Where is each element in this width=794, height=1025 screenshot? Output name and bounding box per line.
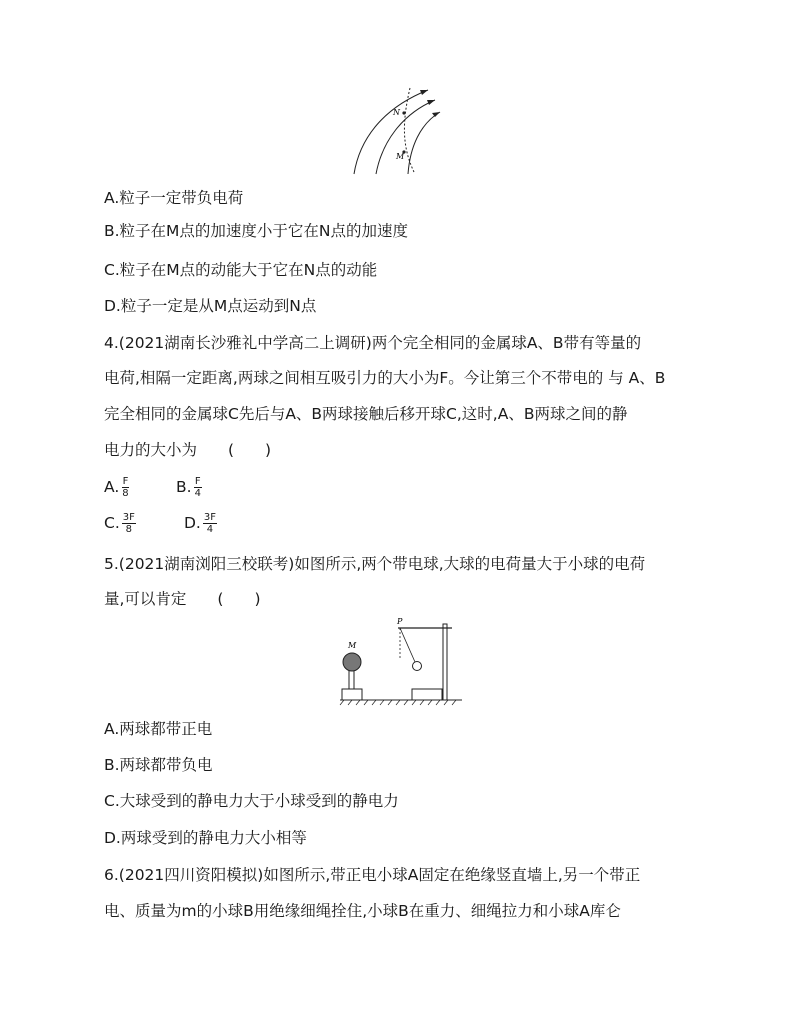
- left-stand-base: [342, 689, 362, 700]
- fraction-numerator: 3F: [122, 512, 135, 523]
- fraction-denominator: 8: [125, 524, 132, 535]
- right-stand-pole: [443, 624, 447, 700]
- q4-option-c-fraction: [122, 512, 136, 535]
- charged-balls-figure: [336, 614, 466, 708]
- q4-line-2: 电荷,相隔一定距离,两球之间相互吸引力的大小为F。今让第三个不带电的 与 A、B: [104, 369, 666, 387]
- q3-option-c: C.粒子在M点的动能大于它在N点的动能: [104, 261, 378, 279]
- fraction-denominator: 8: [122, 488, 129, 499]
- fraction-numerator: 3F: [203, 512, 216, 523]
- field-line-3: [408, 112, 440, 174]
- q4-option-d-letter: D.: [184, 514, 201, 532]
- fraction-denominator: 4: [206, 524, 214, 535]
- field-lines-figure: [340, 82, 450, 177]
- label-m: M: [396, 152, 405, 161]
- q5-line-1: 5.(2021湖南浏阳三校联考)如图所示,两个带电球,大球的电荷量大于小球的电荷: [104, 555, 646, 573]
- left-stand-rod: [349, 670, 354, 689]
- field-line-1: [354, 90, 428, 174]
- q4-option-a-letter: A.: [104, 478, 120, 496]
- q4-option-d-fraction: [203, 512, 217, 535]
- q5-option-a: A.两球都带正电: [104, 720, 213, 738]
- q4-line-3: 完全相同的金属球C先后与A、B两球接触后移开球C,这时,A、B两球之间的静: [104, 405, 628, 423]
- big-ball-m: [343, 653, 361, 671]
- q4-option-a: [104, 476, 130, 499]
- fraction-numerator: F: [122, 476, 129, 487]
- q4-option-c-letter: C.: [104, 514, 120, 532]
- q5-option-c: C.大球受到的静电力大于小球受到的静电力: [104, 792, 399, 810]
- label-p: P: [397, 617, 403, 626]
- q3-option-b: B.粒子在M点的加速度小于它在N点的加速度: [104, 222, 409, 240]
- field-line-arrow-1: [420, 90, 428, 95]
- field-line-arrow-2: [427, 100, 435, 105]
- q4-option-a-fraction: [121, 476, 129, 499]
- q4-option-b-fraction: [194, 476, 202, 499]
- q4-option-d: [184, 512, 217, 535]
- q6-line-2: 电、质量为m的小球B用绝缘细绳拴住,小球B在重力、细绳拉力和小球A库仑: [104, 902, 621, 920]
- q3-option-a: A.粒子一定带负电荷: [104, 189, 244, 207]
- field-line-2: [376, 100, 435, 174]
- right-stand-base: [412, 689, 442, 700]
- label-n: N: [393, 108, 400, 117]
- q4-line-1: 4.(2021湖南长沙雅礼中学高二上调研)两个完全相同的金属球A、B带有等量的: [104, 334, 642, 352]
- ground-hatching: [340, 700, 456, 705]
- small-ball: [413, 662, 422, 671]
- thread: [400, 628, 415, 662]
- q4-option-b-letter: B.: [176, 478, 192, 496]
- fraction-numerator: F: [194, 476, 201, 487]
- q5-option-d: D.两球受到的静电力大小相等: [104, 829, 307, 847]
- fraction-denominator: 4: [194, 488, 201, 499]
- q4-option-c: [104, 512, 136, 535]
- label-m: M: [348, 641, 357, 650]
- q5-line-2: 量,可以肯定 ( ): [104, 590, 261, 608]
- point-n: [402, 111, 405, 114]
- q4-line-4: 电力的大小为 ( ): [104, 441, 272, 459]
- q4-option-b: [176, 476, 202, 499]
- q3-option-d: D.粒子一定是从M点运动到N点: [104, 297, 317, 315]
- q6-line-1: 6.(2021四川资阳模拟)如图所示,带正电小球A固定在绝缘竖直墙上,另一个带正: [104, 866, 641, 884]
- q5-option-b: B.两球都带负电: [104, 756, 213, 774]
